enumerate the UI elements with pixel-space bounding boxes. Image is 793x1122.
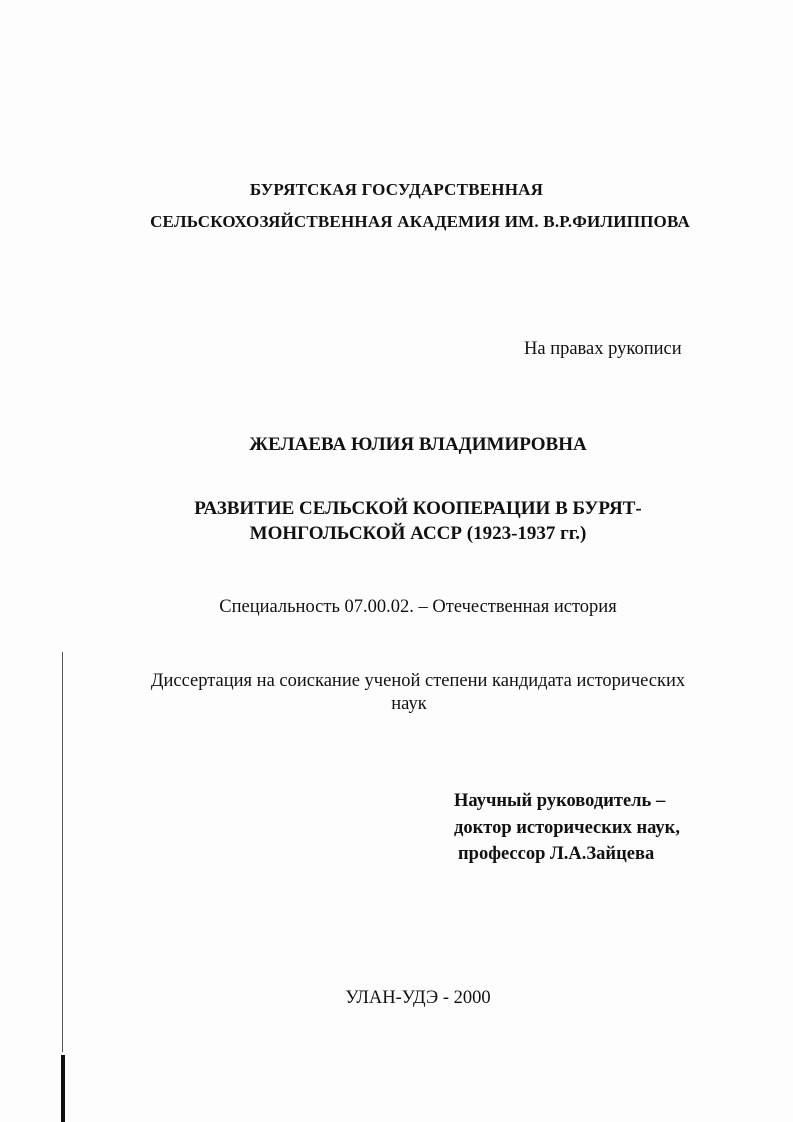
supervisor-line-2: доктор исторических наук, [454, 818, 680, 838]
specialty: Специальность 07.00.02. – Отечественная история [219, 597, 617, 617]
thesis-title-line-1: РАЗВИТИЕ СЕЛЬСКОЙ КООПЕРАЦИИ В БУРЯТ- [194, 498, 642, 519]
supervisor-line-1: Научный руководитель – [454, 791, 666, 811]
author-name: ЖЕЛАЕВА ЮЛИЯ ВЛАДИМИРОВНА [249, 434, 587, 455]
dissertation-line-2: наук [391, 694, 427, 714]
supervisor-line-3: профессор Л.А.Зайцева [458, 844, 655, 864]
scan-edge-bar [61, 1055, 65, 1122]
thesis-title-line-2: МОНГОЛЬСКОЙ АССР (1923-1937 гг.) [249, 523, 587, 544]
institution-line-1: БУРЯТСКАЯ ГОСУДАРСТВЕННАЯ [249, 180, 544, 199]
city-year: УЛАН-УДЭ - 2000 [345, 988, 491, 1008]
dissertation-line-1: Диссертация на соискание ученой степени кандидата исторических [150, 671, 686, 691]
institution-line-2: СЕЛЬСКОХОЗЯЙСТВЕННАЯ АКАДЕМИЯ ИМ. В.Р.ФИЛИППОВА [150, 212, 690, 231]
rights-note: На правах рукописи [524, 339, 682, 359]
